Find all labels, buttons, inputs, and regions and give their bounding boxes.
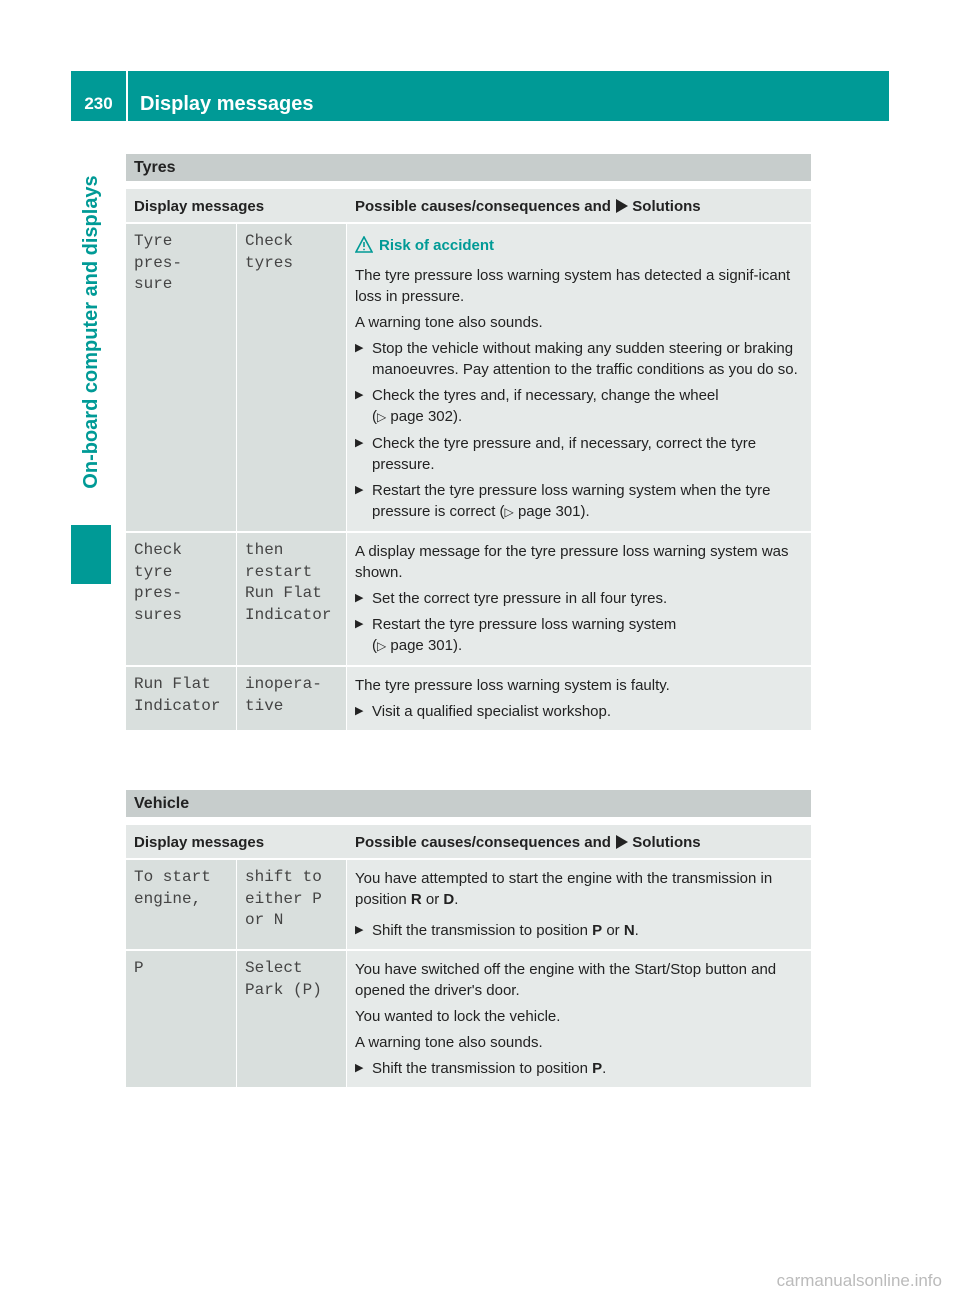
list-item-text: Check the tyres and, if necessary, change the wheel — [372, 387, 719, 404]
paragraph: The tyre pressure loss warning system has detected a signif-icant loss in pressure. — [355, 267, 791, 305]
table-row — [126, 533, 811, 665]
message-part-2: then restart Run Flat Indicator — [237, 533, 346, 665]
table-header — [126, 189, 811, 222]
step-arrow-icon: ▶ — [355, 484, 364, 496]
gear-position: P — [592, 922, 603, 939]
paragraph: A display message for the tyre pressure loss warning system was shown. — [355, 543, 789, 581]
page-ref-icon: ▷ — [504, 505, 514, 519]
table-row — [126, 224, 811, 531]
conjunction: or — [425, 891, 440, 908]
warning-text: Risk of accident — [379, 237, 495, 254]
table-row — [126, 667, 811, 730]
conjunction: or — [606, 922, 620, 939]
page-ref-icon: ▷ — [377, 410, 387, 424]
paragraph: You have attempted to start the engine with the transmission in position R or D. — [355, 870, 773, 908]
solution-cell — [347, 951, 811, 1087]
paragraph-text: You have attempted to start the engine with the transmission in position — [355, 870, 773, 908]
col-causes-label: Possible causes/consequences and — [355, 834, 611, 851]
side-tab-marker — [71, 525, 111, 584]
gear-position: P — [592, 1060, 603, 1077]
list-item-text: Stop the vehicle without making any sudden steering or braking manoeuvres. Pay attention to the traffic conditions as you do so. — [372, 340, 798, 378]
col-display-messages: Display messages — [134, 834, 265, 851]
list-item — [355, 588, 803, 609]
section-title: Tyres — [126, 154, 811, 181]
solution-cell — [347, 860, 811, 949]
page-header — [71, 71, 889, 121]
list-item-text: Check the tyre pressure and, if necessary, correct the tyre pressure. — [372, 435, 757, 473]
warning-triangle-icon — [355, 236, 373, 253]
side-tab-label: On-board computer and displays — [80, 175, 102, 489]
page-reference: page 301). — [390, 637, 463, 654]
step-arrow-icon: ▶ — [355, 342, 364, 354]
vehicle-section — [126, 790, 811, 1089]
message-part-2: inopera- tive — [237, 667, 346, 730]
col-solutions-label: Solutions — [632, 198, 701, 215]
play-arrow-icon — [615, 835, 628, 849]
step-arrow-icon: ▶ — [355, 437, 364, 449]
col-causes-label: Possible causes/consequences and — [355, 198, 611, 215]
list-item: ▶ Shift the transmission to position P or N. — [355, 922, 639, 939]
page-reference: page 301). — [517, 503, 590, 520]
list-item: ▶ Shift the transmission to position P. — [355, 1060, 607, 1077]
message-part-1: Tyre pres- sure — [126, 224, 236, 531]
step-arrow-icon: ▶ — [355, 592, 364, 604]
message-part-2: Select Park (P) — [237, 951, 346, 1087]
gear-position: N — [623, 922, 635, 939]
message-part-1: Check tyre pres- sures — [126, 533, 236, 665]
list-item-text: Shift the transmission to position — [372, 922, 588, 939]
list-item-text: Shift the transmission to position — [372, 1060, 588, 1077]
page-number: 230 — [84, 94, 113, 113]
warning-heading — [355, 235, 803, 257]
solution-cell — [347, 533, 811, 665]
table-header — [126, 825, 811, 858]
solution-cell — [347, 667, 811, 730]
table-row — [126, 951, 811, 1087]
page-reference: page 302). — [390, 408, 463, 425]
col-display-messages: Display messages — [134, 198, 265, 215]
step-arrow-icon: ▶ — [355, 389, 364, 401]
solution-cell — [347, 224, 811, 531]
paragraph: A warning tone also sounds. — [355, 314, 543, 331]
list-item-text: Restart the tyre pressure loss warning system when the tyre pressure is correct ( — [372, 482, 771, 520]
table-row — [126, 860, 811, 949]
paragraph: You have switched off the engine with the Start/Stop button and opened the driver's door. — [355, 961, 777, 999]
play-arrow-icon — [615, 199, 628, 213]
side-tab — [71, 137, 111, 584]
list-item-text: Set the correct tyre pressure in all four tyres. — [372, 590, 668, 607]
list-item-text: Restart the tyre pressure loss warning system — [372, 616, 677, 633]
gear-position: D — [443, 891, 455, 908]
step-arrow-icon: ▶ — [355, 705, 364, 717]
paragraph: The tyre pressure loss warning system is faulty. — [355, 677, 670, 694]
header-divider — [126, 71, 128, 121]
list-item: ▶ Check the tyres and, if necessary, change the wheel (▷ page 302). — [355, 387, 719, 425]
page-title: Display messages — [140, 93, 314, 115]
message-part-1: P — [126, 951, 236, 1087]
message-part-1: To start engine, — [126, 860, 236, 949]
list-item-text: Visit a qualified specialist workshop. — [372, 703, 612, 720]
step-arrow-icon: ▶ — [355, 1062, 364, 1074]
col-causes — [347, 825, 811, 858]
list-item — [355, 480, 803, 523]
list-item — [355, 701, 803, 722]
step-arrow-icon: ▶ — [355, 924, 364, 936]
message-part-2: shift to either P or N — [237, 860, 346, 949]
paragraph: A warning tone also sounds. — [355, 1034, 543, 1051]
page-ref-icon: ▷ — [377, 639, 387, 653]
list-item — [355, 433, 803, 475]
gear-position: R — [410, 891, 422, 908]
list-item: ▶ Restart the tyre pressure loss warning system (▷ page 301). — [355, 616, 677, 654]
col-solutions-label: Solutions — [632, 834, 701, 851]
message-part-2: Check tyres — [237, 224, 346, 531]
list-item — [355, 338, 803, 380]
step-arrow-icon: ▶ — [355, 618, 364, 630]
section-title: Vehicle — [126, 790, 811, 817]
col-causes — [347, 189, 811, 222]
message-part-1: Run Flat Indicator — [126, 667, 236, 730]
paragraph: You wanted to lock the vehicle. — [355, 1008, 561, 1025]
watermark: carmanualsonline.info — [776, 1271, 942, 1290]
tyres-section — [126, 154, 811, 732]
